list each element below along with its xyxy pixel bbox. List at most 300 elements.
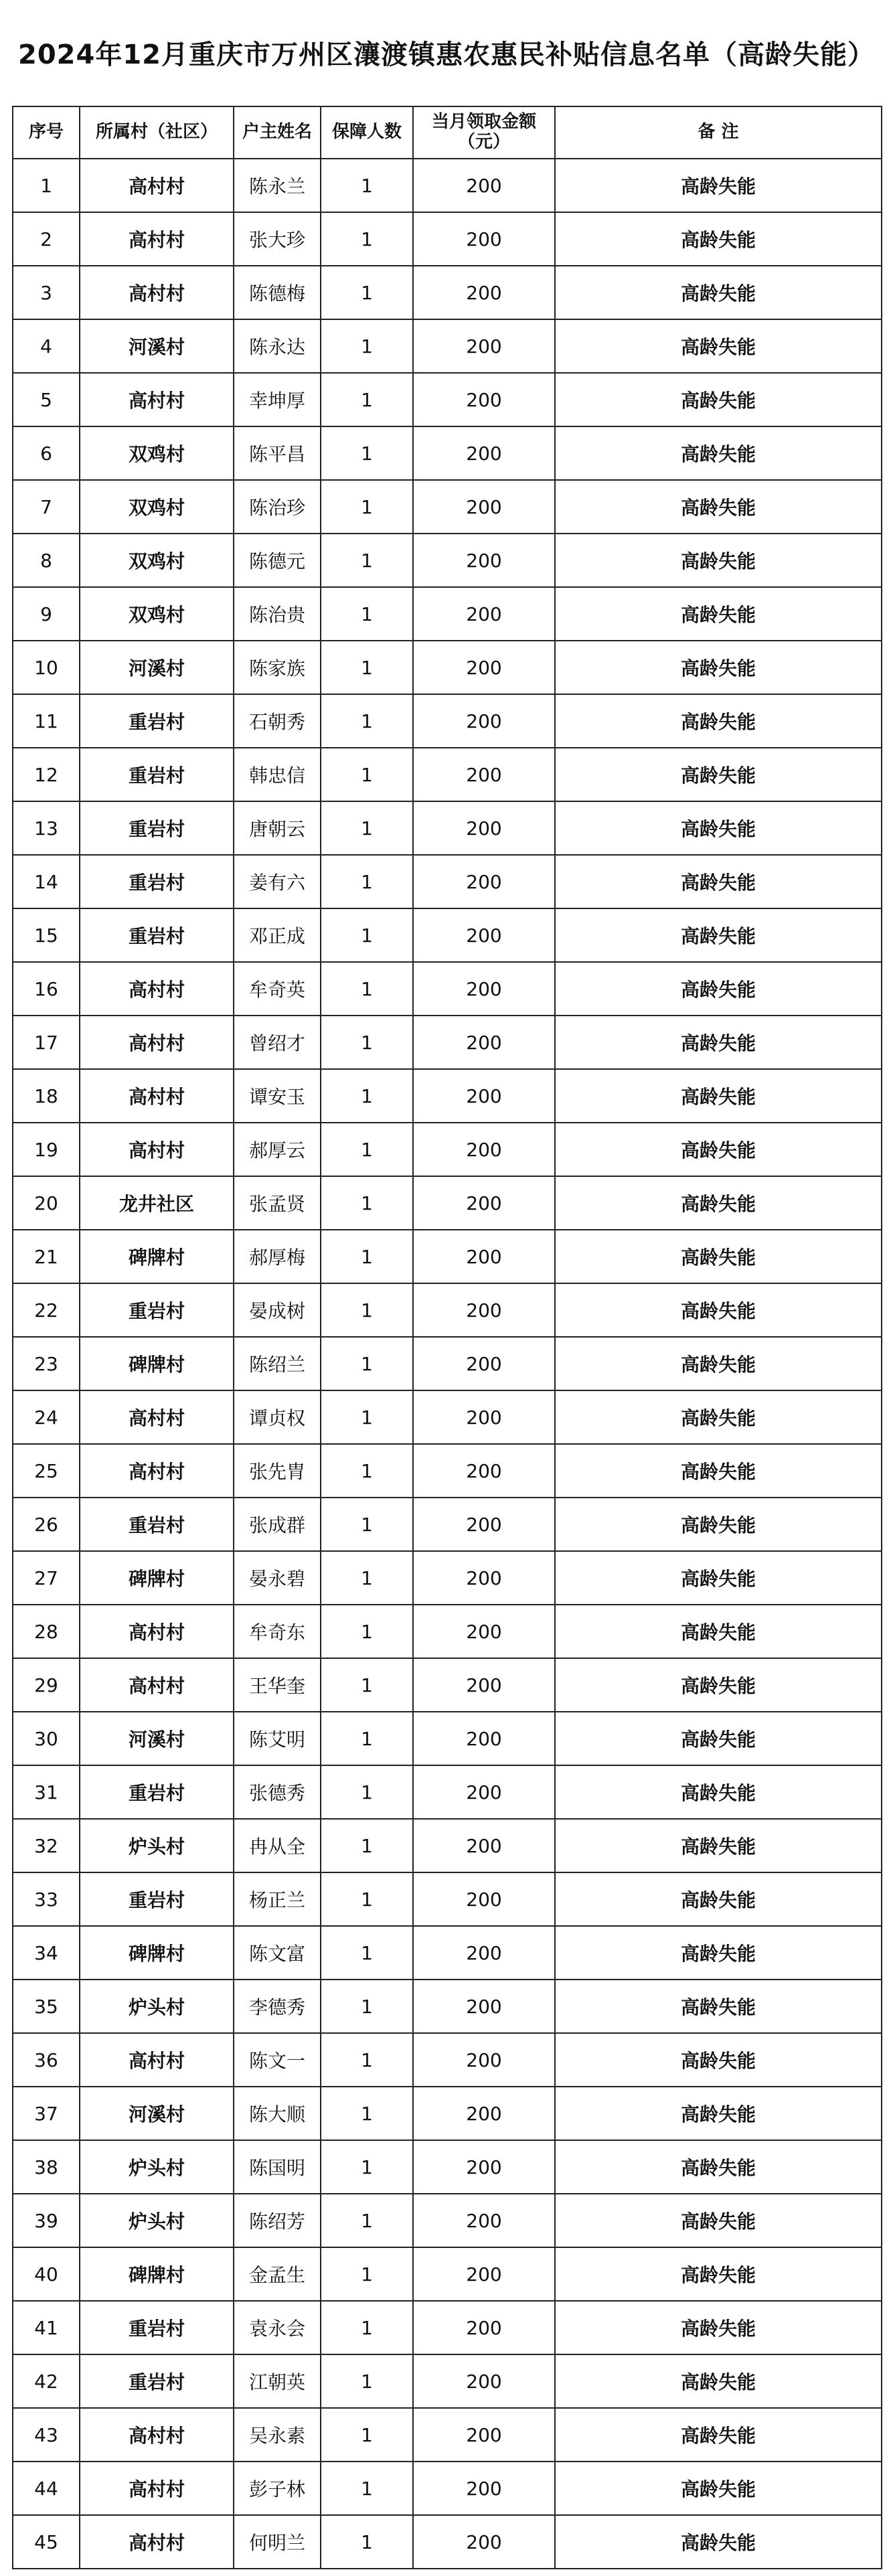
cell-village: 龙井社区	[80, 1176, 234, 1230]
table-row	[13, 2140, 882, 2194]
cell-note: 高龄失能	[555, 1819, 882, 1872]
cell-amount: 200	[413, 1444, 555, 1498]
table-row	[13, 2462, 882, 2515]
cell-amount: 200	[413, 1498, 555, 1551]
cell-note: 高龄失能	[555, 855, 882, 908]
cell-amount: 200	[413, 373, 555, 426]
cell-persons: 1	[321, 1712, 413, 1765]
cell-name: 陈德梅	[234, 266, 321, 319]
cell-name: 陈家族	[234, 641, 321, 694]
cell-name: 陈文一	[234, 2033, 321, 2087]
cell-index: 39	[13, 2194, 80, 2247]
cell-persons: 1	[321, 159, 413, 212]
cell-index: 37	[13, 2087, 80, 2140]
cell-village: 高村村	[80, 212, 234, 266]
cell-index: 11	[13, 694, 80, 748]
cell-amount: 200	[413, 2301, 555, 2354]
cell-amount: 200	[413, 2033, 555, 2087]
header-persons: 保障人数	[321, 106, 413, 159]
table-row	[13, 480, 882, 534]
cell-index: 17	[13, 1016, 80, 1069]
cell-note: 高龄失能	[555, 1712, 882, 1765]
cell-index: 38	[13, 2140, 80, 2194]
cell-index: 32	[13, 1819, 80, 1872]
cell-note: 高龄失能	[555, 1016, 882, 1069]
cell-index: 7	[13, 480, 80, 534]
table-row	[13, 2301, 882, 2354]
cell-note: 高龄失能	[555, 1123, 882, 1176]
cell-name: 金孟生	[234, 2247, 321, 2301]
cell-village: 重岩村	[80, 1765, 234, 1819]
table-row	[13, 1176, 882, 1230]
cell-index: 4	[13, 319, 80, 373]
cell-index: 6	[13, 426, 80, 480]
cell-persons: 1	[321, 801, 413, 855]
header-index: 序号	[13, 106, 80, 159]
cell-persons: 1	[321, 1176, 413, 1230]
table-row	[13, 1337, 882, 1390]
table-row	[13, 694, 882, 748]
cell-name: 陈平昌	[234, 426, 321, 480]
cell-amount: 200	[413, 1712, 555, 1765]
cell-note: 高龄失能	[555, 1176, 882, 1230]
cell-note: 高龄失能	[555, 1069, 882, 1123]
cell-index: 12	[13, 748, 80, 801]
cell-amount: 200	[413, 1926, 555, 1980]
cell-note: 高龄失能	[555, 2087, 882, 2140]
cell-index: 26	[13, 1498, 80, 1551]
cell-name: 陈国明	[234, 2140, 321, 2194]
cell-name: 王华奎	[234, 1658, 321, 1712]
table-row	[13, 1712, 882, 1765]
table-row	[13, 2194, 882, 2247]
cell-village: 高村村	[80, 266, 234, 319]
cell-amount: 200	[413, 1337, 555, 1390]
cell-note: 高龄失能	[555, 1551, 882, 1605]
cell-persons: 1	[321, 748, 413, 801]
header-row	[13, 106, 882, 159]
cell-amount: 200	[413, 1069, 555, 1123]
cell-amount: 200	[413, 1605, 555, 1658]
header-name: 户主姓名	[234, 106, 321, 159]
cell-village: 双鸡村	[80, 534, 234, 587]
table-row	[13, 1069, 882, 1123]
table-row	[13, 1390, 882, 1444]
table-row	[13, 962, 882, 1016]
cell-village: 炉头村	[80, 1819, 234, 1872]
cell-village: 重岩村	[80, 855, 234, 908]
cell-index: 10	[13, 641, 80, 694]
cell-village: 高村村	[80, 1390, 234, 1444]
cell-amount: 200	[413, 2354, 555, 2408]
table-row	[13, 373, 882, 426]
table-row	[13, 1765, 882, 1819]
cell-village: 高村村	[80, 1605, 234, 1658]
cell-index: 27	[13, 1551, 80, 1605]
cell-village: 重岩村	[80, 694, 234, 748]
cell-amount: 200	[413, 2140, 555, 2194]
cell-index: 42	[13, 2354, 80, 2408]
cell-index: 3	[13, 266, 80, 319]
table-row	[13, 908, 882, 962]
cell-amount: 200	[413, 801, 555, 855]
cell-note: 高龄失能	[555, 908, 882, 962]
table-row	[13, 1230, 882, 1283]
table-row	[13, 534, 882, 587]
cell-village: 重岩村	[80, 908, 234, 962]
cell-name: 吴永素	[234, 2408, 321, 2462]
cell-village: 重岩村	[80, 1498, 234, 1551]
cell-persons: 1	[321, 2247, 413, 2301]
cell-name: 陈德元	[234, 534, 321, 587]
cell-index: 16	[13, 962, 80, 1016]
cell-village: 重岩村	[80, 2354, 234, 2408]
cell-persons: 1	[321, 2087, 413, 2140]
cell-index: 20	[13, 1176, 80, 1230]
cell-persons: 1	[321, 1123, 413, 1176]
table-row	[13, 1551, 882, 1605]
cell-note: 高龄失能	[555, 2301, 882, 2354]
cell-index: 34	[13, 1926, 80, 1980]
cell-index: 21	[13, 1230, 80, 1283]
table-row	[13, 2408, 882, 2462]
cell-index: 15	[13, 908, 80, 962]
cell-name: 陈文富	[234, 1926, 321, 1980]
cell-village: 高村村	[80, 373, 234, 426]
cell-amount: 200	[413, 1283, 555, 1337]
cell-name: 韩忠信	[234, 748, 321, 801]
table-row	[13, 1872, 882, 1926]
cell-village: 高村村	[80, 1444, 234, 1498]
cell-note: 高龄失能	[555, 159, 882, 212]
cell-index: 18	[13, 1069, 80, 1123]
cell-index: 31	[13, 1765, 80, 1819]
cell-persons: 1	[321, 1230, 413, 1283]
cell-name: 幸坤厚	[234, 373, 321, 426]
cell-index: 13	[13, 801, 80, 855]
cell-amount: 200	[413, 2408, 555, 2462]
cell-index: 35	[13, 1980, 80, 2033]
cell-name: 郝厚梅	[234, 1230, 321, 1283]
table-row	[13, 2515, 882, 2569]
cell-name: 张孟贤	[234, 1176, 321, 1230]
cell-name: 陈大顺	[234, 2087, 321, 2140]
cell-amount: 200	[413, 1390, 555, 1444]
header-note: 备 注	[555, 106, 882, 159]
cell-name: 郝厚云	[234, 1123, 321, 1176]
cell-village: 炉头村	[80, 2140, 234, 2194]
cell-note: 高龄失能	[555, 373, 882, 426]
cell-note: 高龄失能	[555, 1980, 882, 2033]
table-row	[13, 212, 882, 266]
cell-amount: 200	[413, 855, 555, 908]
cell-persons: 1	[321, 2194, 413, 2247]
cell-index: 28	[13, 1605, 80, 1658]
table-row	[13, 1123, 882, 1176]
table-row	[13, 1926, 882, 1980]
cell-note: 高龄失能	[555, 266, 882, 319]
table-row	[13, 1658, 882, 1712]
cell-index: 41	[13, 2301, 80, 2354]
cell-persons: 1	[321, 426, 413, 480]
cell-note: 高龄失能	[555, 2033, 882, 2087]
cell-index: 22	[13, 1283, 80, 1337]
cell-name: 晏永碧	[234, 1551, 321, 1605]
cell-persons: 1	[321, 1765, 413, 1819]
cell-village: 高村村	[80, 2515, 234, 2569]
cell-persons: 1	[321, 1551, 413, 1605]
cell-village: 双鸡村	[80, 480, 234, 534]
cell-persons: 1	[321, 962, 413, 1016]
cell-note: 高龄失能	[555, 1498, 882, 1551]
cell-name: 唐朝云	[234, 801, 321, 855]
cell-name: 牟奇东	[234, 1605, 321, 1658]
cell-amount: 200	[413, 2087, 555, 2140]
cell-amount: 200	[413, 1872, 555, 1926]
cell-name: 张德秀	[234, 1765, 321, 1819]
cell-persons: 1	[321, 212, 413, 266]
cell-note: 高龄失能	[555, 748, 882, 801]
cell-persons: 1	[321, 587, 413, 641]
cell-amount: 200	[413, 2194, 555, 2247]
cell-persons: 1	[321, 1605, 413, 1658]
cell-note: 高龄失能	[555, 2247, 882, 2301]
cell-name: 彭子林	[234, 2462, 321, 2515]
cell-amount: 200	[413, 1176, 555, 1230]
cell-persons: 1	[321, 1444, 413, 1498]
cell-amount: 200	[413, 2247, 555, 2301]
cell-amount: 200	[413, 962, 555, 1016]
cell-index: 8	[13, 534, 80, 587]
cell-note: 高龄失能	[555, 1444, 882, 1498]
cell-note: 高龄失能	[555, 1872, 882, 1926]
table-row	[13, 1444, 882, 1498]
cell-village: 碑牌村	[80, 2247, 234, 2301]
cell-note: 高龄失能	[555, 2354, 882, 2408]
page-title: 2024年12月重庆市万州区瀼渡镇惠农惠民补贴信息名单（高龄失能）	[18, 39, 875, 70]
cell-persons: 1	[321, 1658, 413, 1712]
cell-village: 炉头村	[80, 2194, 234, 2247]
cell-village: 重岩村	[80, 801, 234, 855]
cell-name: 冉从全	[234, 1819, 321, 1872]
cell-persons: 1	[321, 855, 413, 908]
table-row	[13, 266, 882, 319]
cell-index: 24	[13, 1390, 80, 1444]
cell-persons: 1	[321, 694, 413, 748]
cell-persons: 1	[321, 2515, 413, 2569]
cell-note: 高龄失能	[555, 587, 882, 641]
cell-name: 石朝秀	[234, 694, 321, 748]
cell-persons: 1	[321, 1980, 413, 2033]
table-row	[13, 748, 882, 801]
table-row	[13, 2354, 882, 2408]
header-amount: 当月领取金额（元）	[413, 106, 555, 159]
cell-name: 陈绍芳	[234, 2194, 321, 2247]
cell-village: 重岩村	[80, 1872, 234, 1926]
cell-persons: 1	[321, 1926, 413, 1980]
cell-persons: 1	[321, 266, 413, 319]
table-row	[13, 2247, 882, 2301]
table-header	[13, 106, 882, 159]
cell-note: 高龄失能	[555, 1230, 882, 1283]
cell-name: 牟奇英	[234, 962, 321, 1016]
cell-persons: 1	[321, 480, 413, 534]
cell-index: 9	[13, 587, 80, 641]
cell-amount: 200	[413, 159, 555, 212]
cell-index: 29	[13, 1658, 80, 1712]
table-row	[13, 319, 882, 373]
cell-note: 高龄失能	[555, 480, 882, 534]
cell-village: 碑牌村	[80, 1337, 234, 1390]
table-row	[13, 1016, 882, 1069]
cell-note: 高龄失能	[555, 641, 882, 694]
table-row	[13, 801, 882, 855]
cell-index: 1	[13, 159, 80, 212]
cell-index: 40	[13, 2247, 80, 2301]
cell-name: 张大珍	[234, 212, 321, 266]
cell-amount: 200	[413, 1819, 555, 1872]
table-row	[13, 1283, 882, 1337]
cell-name: 陈永兰	[234, 159, 321, 212]
cell-note: 高龄失能	[555, 962, 882, 1016]
cell-persons: 1	[321, 1872, 413, 1926]
cell-persons: 1	[321, 1498, 413, 1551]
cell-village: 高村村	[80, 962, 234, 1016]
cell-village: 高村村	[80, 159, 234, 212]
cell-name: 陈治珍	[234, 480, 321, 534]
cell-name: 李德秀	[234, 1980, 321, 2033]
cell-name: 江朝英	[234, 2354, 321, 2408]
cell-name: 张先胄	[234, 1444, 321, 1498]
cell-index: 25	[13, 1444, 80, 1498]
cell-note: 高龄失能	[555, 694, 882, 748]
cell-village: 碑牌村	[80, 1551, 234, 1605]
cell-amount: 200	[413, 1123, 555, 1176]
cell-amount: 200	[413, 426, 555, 480]
table-row	[13, 426, 882, 480]
cell-note: 高龄失能	[555, 2408, 882, 2462]
cell-name: 晏成树	[234, 1283, 321, 1337]
cell-persons: 1	[321, 641, 413, 694]
cell-name: 何明兰	[234, 2515, 321, 2569]
cell-note: 高龄失能	[555, 2194, 882, 2247]
cell-village: 碑牌村	[80, 1230, 234, 1283]
cell-amount: 200	[413, 2515, 555, 2569]
cell-persons: 1	[321, 2354, 413, 2408]
cell-village: 双鸡村	[80, 587, 234, 641]
cell-amount: 200	[413, 694, 555, 748]
cell-note: 高龄失能	[555, 319, 882, 373]
cell-index: 43	[13, 2408, 80, 2462]
cell-amount: 200	[413, 1016, 555, 1069]
cell-village: 高村村	[80, 1069, 234, 1123]
cell-note: 高龄失能	[555, 534, 882, 587]
cell-amount: 200	[413, 2462, 555, 2515]
cell-index: 45	[13, 2515, 80, 2569]
cell-village: 高村村	[80, 2462, 234, 2515]
cell-name: 陈治贵	[234, 587, 321, 641]
cell-village: 碑牌村	[80, 1926, 234, 1980]
cell-note: 高龄失能	[555, 1658, 882, 1712]
cell-persons: 1	[321, 1337, 413, 1390]
cell-name: 袁永会	[234, 2301, 321, 2354]
cell-amount: 200	[413, 266, 555, 319]
cell-note: 高龄失能	[555, 1337, 882, 1390]
cell-index: 44	[13, 2462, 80, 2515]
cell-amount: 200	[413, 1980, 555, 2033]
cell-village: 炉头村	[80, 1980, 234, 2033]
cell-name: 姜有六	[234, 855, 321, 908]
cell-note: 高龄失能	[555, 212, 882, 266]
cell-village: 河溪村	[80, 2087, 234, 2140]
cell-amount: 200	[413, 319, 555, 373]
cell-village: 高村村	[80, 2033, 234, 2087]
cell-amount: 200	[413, 587, 555, 641]
cell-index: 14	[13, 855, 80, 908]
cell-village: 高村村	[80, 1123, 234, 1176]
cell-village: 重岩村	[80, 748, 234, 801]
cell-index: 2	[13, 212, 80, 266]
cell-note: 高龄失能	[555, 2515, 882, 2569]
cell-name: 谭安玉	[234, 1069, 321, 1123]
cell-persons: 1	[321, 908, 413, 962]
cell-note: 高龄失能	[555, 1283, 882, 1337]
cell-persons: 1	[321, 1283, 413, 1337]
cell-persons: 1	[321, 2408, 413, 2462]
cell-persons: 1	[321, 373, 413, 426]
cell-village: 河溪村	[80, 319, 234, 373]
table-row	[13, 641, 882, 694]
cell-index: 5	[13, 373, 80, 426]
cell-amount: 200	[413, 1765, 555, 1819]
cell-note: 高龄失能	[555, 801, 882, 855]
table-body	[13, 159, 882, 2569]
cell-persons: 1	[321, 1069, 413, 1123]
cell-village: 高村村	[80, 2408, 234, 2462]
table-row	[13, 2033, 882, 2087]
cell-amount: 200	[413, 534, 555, 587]
cell-note: 高龄失能	[555, 1390, 882, 1444]
cell-village: 高村村	[80, 1658, 234, 1712]
cell-note: 高龄失能	[555, 2462, 882, 2515]
cell-village: 河溪村	[80, 1712, 234, 1765]
cell-persons: 1	[321, 1016, 413, 1069]
cell-note: 高龄失能	[555, 426, 882, 480]
table-row	[13, 1980, 882, 2033]
cell-amount: 200	[413, 641, 555, 694]
cell-amount: 200	[413, 1230, 555, 1283]
cell-persons: 1	[321, 2301, 413, 2354]
cell-name: 曾绍才	[234, 1016, 321, 1069]
cell-village: 重岩村	[80, 1283, 234, 1337]
cell-note: 高龄失能	[555, 1605, 882, 1658]
cell-persons: 1	[321, 2462, 413, 2515]
cell-amount: 200	[413, 212, 555, 266]
table-row	[13, 1605, 882, 1658]
cell-note: 高龄失能	[555, 1926, 882, 1980]
cell-name: 陈绍兰	[234, 1337, 321, 1390]
cell-name: 杨正兰	[234, 1872, 321, 1926]
cell-persons: 1	[321, 319, 413, 373]
cell-name: 张成群	[234, 1498, 321, 1551]
cell-persons: 1	[321, 1819, 413, 1872]
cell-note: 高龄失能	[555, 2140, 882, 2194]
table-row	[13, 1819, 882, 1872]
cell-index: 30	[13, 1712, 80, 1765]
table-row	[13, 2087, 882, 2140]
table-row	[13, 159, 882, 212]
cell-name: 邓正成	[234, 908, 321, 962]
